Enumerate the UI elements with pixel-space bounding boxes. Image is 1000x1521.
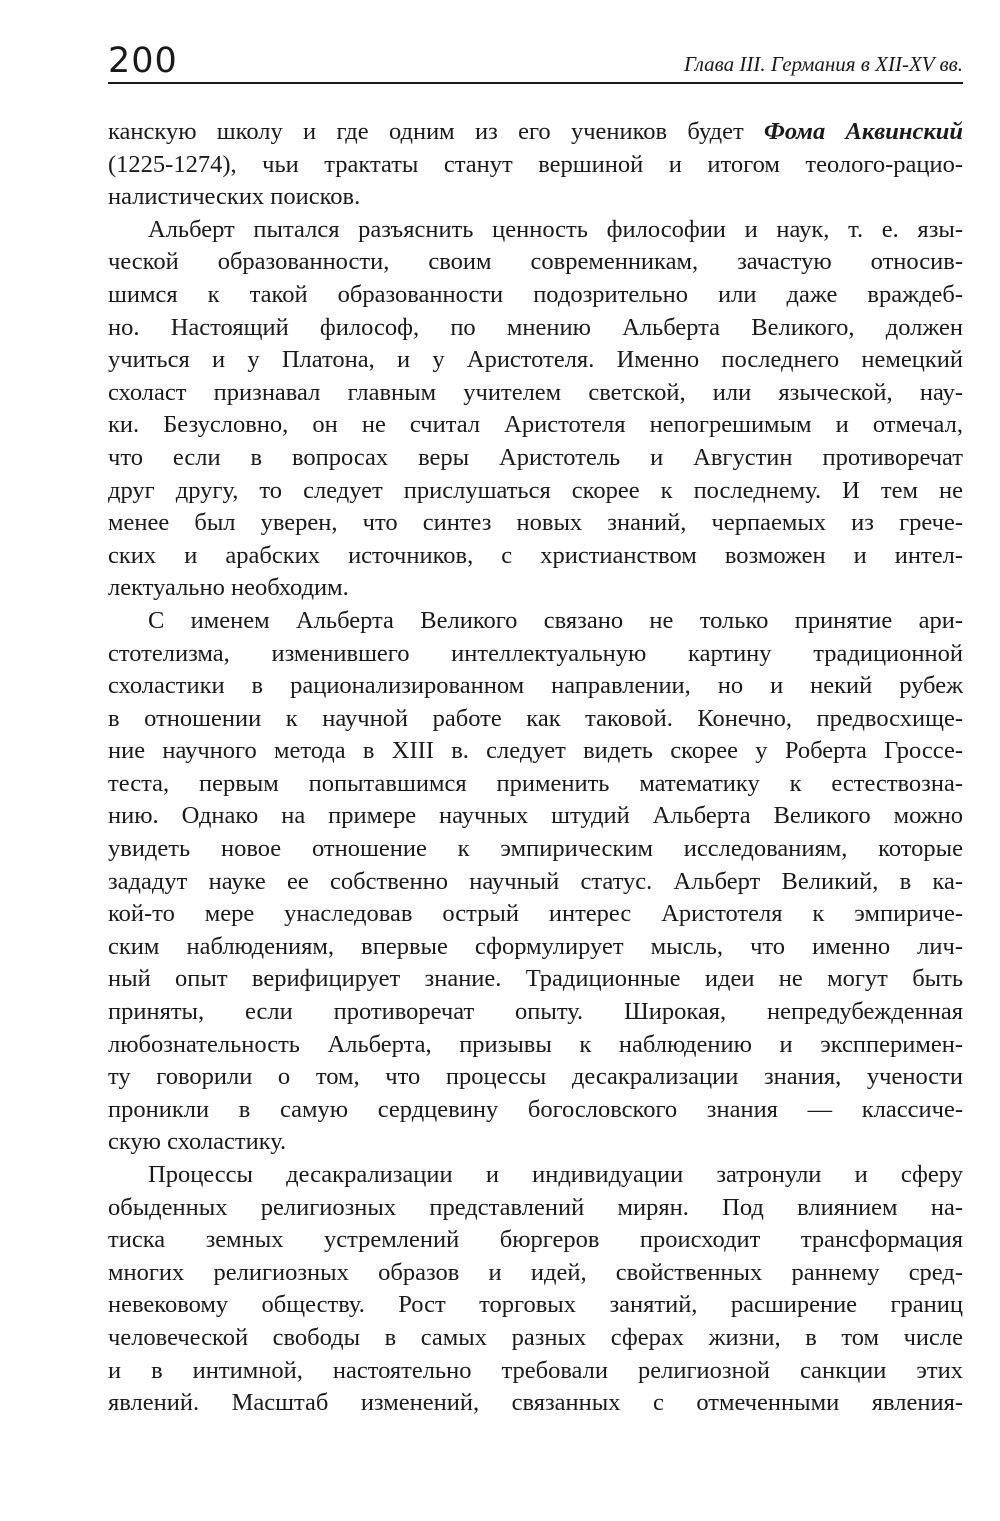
page-number: 200 [108, 41, 178, 81]
text-line: ских и арабских источников, с христианством возможен и интел- [108, 541, 963, 569]
text-line: зададут науке ее собственно научный статус. Альберт Великий, в ка- [108, 867, 963, 895]
body-text [108, 116, 963, 1420]
text-line: шимся к такой образованности подозрительно или даже враждеб- [108, 280, 963, 308]
text-line: многих религиозных образов и идей, свойственных раннему сред- [108, 1258, 963, 1286]
text-line: лектуально необходим. [108, 574, 349, 602]
text-fragment: канскую школу и где одним из его учеников будет [108, 118, 765, 145]
text-line: ту говорили о том, что процессы десакрализации знания, учености [108, 1063, 963, 1091]
text-line: налистических поисков. [108, 183, 361, 211]
text-line: С именем Альберта Великого связано не только принятие ари- [148, 606, 963, 634]
text-line: схоластики в рационализированном направлении, но и некий рубеж [108, 672, 963, 700]
text-line: ки. Безусловно, он не считал Аристотеля непогрешимым и отмечал, [108, 411, 963, 439]
text-line: человеческой свободы в самых разных сферах жизни, в том числе [108, 1323, 963, 1351]
text-line: ческой образованности, своим современникам, зачастую относив- [108, 248, 963, 276]
text-line: увидеть новое отношение к эмпирическим исследованиям, которые [108, 835, 963, 863]
text-line: явлений. Масштаб изменений, связанных с отмеченными явления- [108, 1389, 963, 1417]
text-line: тиска земных устремлений бюргеров происходит трансформация [108, 1226, 963, 1254]
text-line: нию. Однако на примере научных штудий Альберта Великого можно [108, 802, 963, 830]
text-line: схоласт признавал главным учителем светской, или языческой, нау- [108, 378, 963, 406]
text-line: что если в вопросах веры Аристотель и Августин противоречат [108, 443, 963, 471]
text-line: обыденных религиозных представлений мирян. Под влиянием на- [108, 1193, 963, 1221]
text-line: любознательность Альберта, призывы к наблюдению и экспперимен- [108, 1030, 963, 1058]
text-line: теста, первым попытавшимся применить математику к естествозна- [108, 769, 963, 797]
text-line [108, 116, 963, 149]
text-line: кой-то мере унаследовав острый интерес Аристотеля к эмпириче- [108, 900, 963, 928]
text-line: скую схоластику. [108, 1128, 287, 1156]
text-line: (1225-1274), чьи трактаты станут вершиной и итогом теолого-рацио- [108, 150, 963, 178]
emphasized-name: Фома Аквинский [764, 118, 963, 145]
text-line: учиться и у Платона, и у Аристотеля. Именно последнего немецкий [108, 346, 963, 374]
text-line: и в интимной, настоятельно требовали религиозной санкции этих [108, 1356, 963, 1384]
text-line: Процессы десакрализации и индивидуации затронули и сферу [148, 1161, 963, 1188]
text-line: ским наблюдениям, впервые сформулирует мысль, что именно лич- [108, 932, 963, 960]
page-header [108, 40, 963, 84]
text-line: проникли в самую сердцевину богословского знания — классиче- [108, 1095, 963, 1123]
text-line: друг другу, то следует прислушаться скорее к последнему. И тем не [108, 476, 963, 504]
text-line: Альберт пытался разъяснить ценность философии и наук, т. е. язы- [148, 215, 963, 243]
text-line: в отношении к научной работе как таковой. Конечно, предвосхище- [108, 704, 963, 732]
text-line: но. Настоящий философ, по мнению Альберта Великого, должен [108, 313, 963, 341]
running-title: Глава III. Германия в XII-XV вв. [683, 52, 963, 76]
text-line: невековому обществу. Рост торговых занятий, расширение границ [108, 1291, 963, 1319]
text-line: ние научного метода в XIII в. следует видеть скорее у Роберта Гроссе- [108, 737, 963, 765]
text-line: менее был уверен, что синтез новых знаний, черпаемых из грече- [108, 509, 963, 537]
text-line: приняты, если противоречат опыту. Широкая, непредубежденная [108, 998, 963, 1026]
text-line: ный опыт верифицирует знание. Традиционные идеи не могут быть [108, 965, 963, 993]
text-line: стотелизма, изменившего интеллектуальную картину традиционной [108, 639, 963, 667]
